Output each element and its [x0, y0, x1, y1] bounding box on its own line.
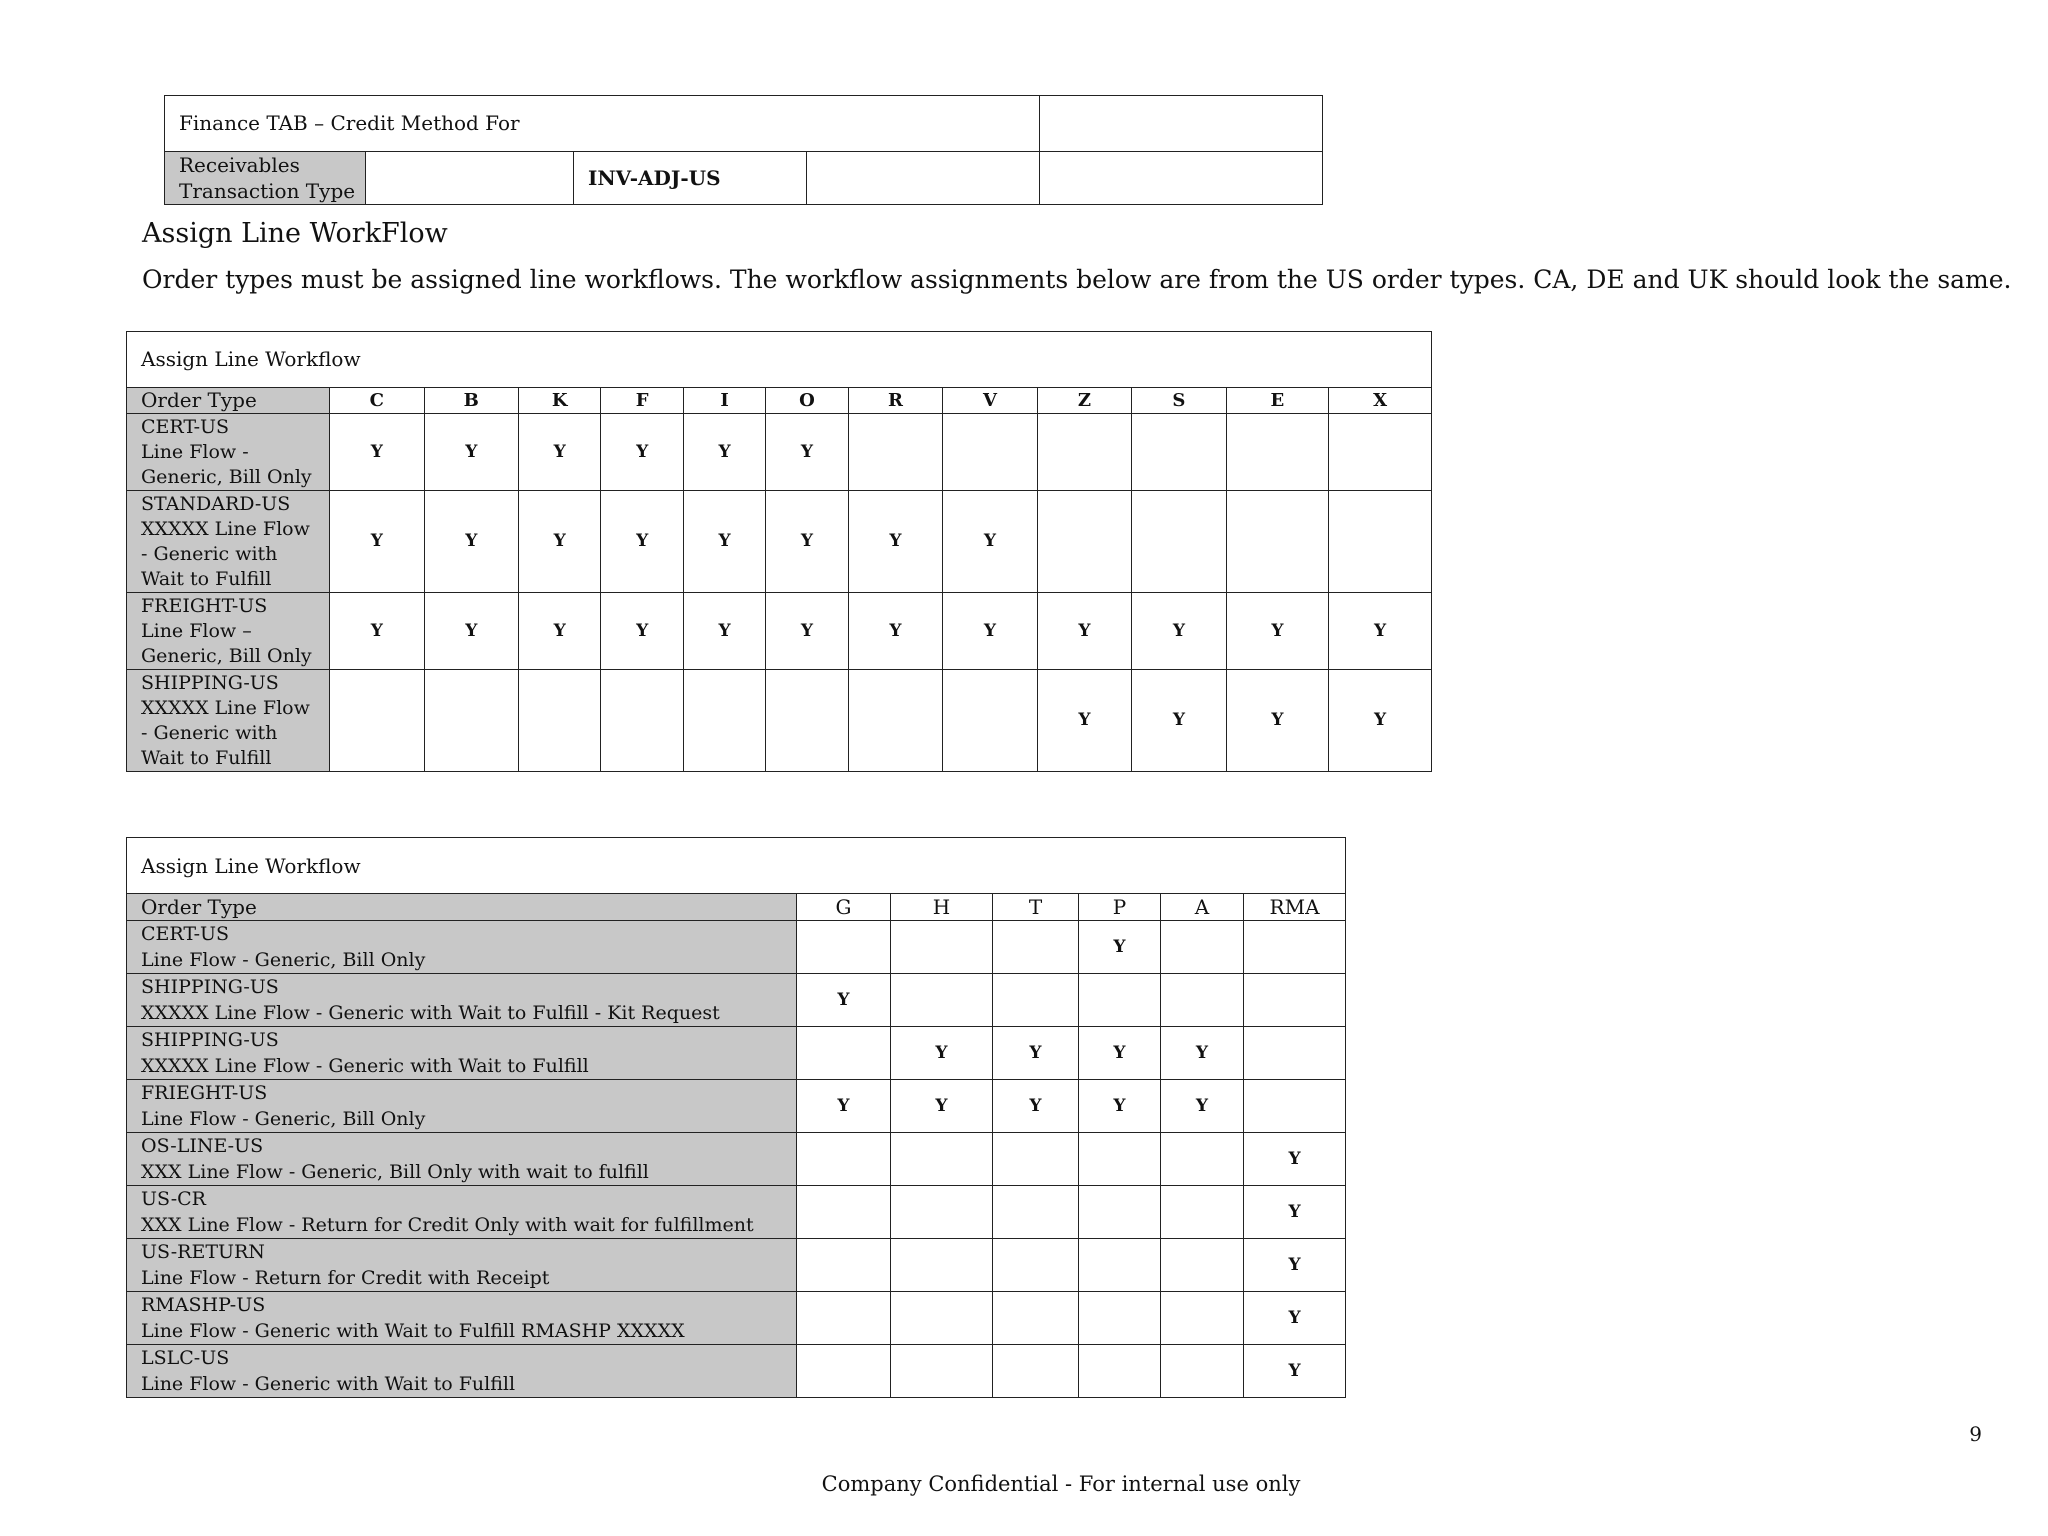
assignment-cell: Y: [1329, 670, 1432, 772]
label-line: XXXXX Line Flow: [141, 517, 310, 540]
order-type-label: [127, 974, 797, 1027]
table-row: [127, 1186, 1346, 1239]
column-header: K: [519, 388, 601, 414]
label-line: Line Flow –: [141, 619, 252, 642]
label-line: Line Flow - Return for Credit with Receipt: [141, 1267, 550, 1289]
finance-table-title: Finance TAB – Credit Method For: [165, 96, 1040, 152]
column-header: RMA: [1244, 894, 1346, 921]
assignment-cell: [766, 670, 848, 772]
assignment-cell: Y: [683, 593, 765, 670]
assignment-cell: Y: [1079, 1080, 1161, 1133]
label-line: XXXXX Line Flow: [141, 696, 310, 719]
assignment-cell: Y: [601, 593, 683, 670]
assignment-cell: [1161, 1239, 1244, 1292]
assignment-cell: [1132, 491, 1226, 593]
assignment-cell: Y: [1244, 1345, 1346, 1398]
assignment-cell: Y: [766, 491, 848, 593]
order-type-label: [127, 1186, 797, 1239]
order-type-label: [127, 1027, 797, 1080]
column-header: Z: [1037, 388, 1131, 414]
assignment-cell: Y: [1132, 593, 1226, 670]
label-line: CERT-US: [141, 923, 230, 945]
assignment-cell: Y: [1161, 1080, 1244, 1133]
assignment-cell: [1161, 921, 1244, 974]
label-line: FRIEGHT-US: [141, 1082, 268, 1104]
assignment-cell: [1244, 921, 1346, 974]
table-row: [127, 1345, 1346, 1398]
column-header: B: [424, 388, 518, 414]
assignment-cell: Y: [330, 491, 424, 593]
table-row: [127, 921, 1346, 974]
column-header: P: [1079, 894, 1161, 921]
assignment-cell: [1161, 974, 1244, 1027]
table-row: [127, 974, 1346, 1027]
order-type-label: [127, 414, 330, 491]
assignment-cell: [1329, 414, 1432, 491]
assignment-cell: Y: [993, 1027, 1079, 1080]
assignment-cell: [1079, 1345, 1161, 1398]
column-header: S: [1132, 388, 1226, 414]
assignment-cell: [993, 921, 1079, 974]
page-number: 9: [1969, 1422, 1982, 1446]
assignment-cell: Y: [1244, 1186, 1346, 1239]
label-line: - Generic with: [141, 542, 278, 565]
label-line: Generic, Bill Only: [141, 465, 312, 488]
label-line: Wait to Fulfill: [141, 746, 272, 769]
assignment-cell: Y: [601, 414, 683, 491]
finance-table-empty-cell: [1040, 96, 1323, 152]
assignment-cell: [797, 1186, 891, 1239]
assignment-cell: [1079, 1186, 1161, 1239]
table-title: Assign Line Workflow: [127, 332, 1432, 388]
order-type-header: Order Type: [127, 894, 797, 921]
assignment-cell: Y: [848, 491, 942, 593]
assignment-cell: [601, 670, 683, 772]
assignment-cell: [891, 1239, 993, 1292]
assignment-cell: [1132, 414, 1226, 491]
column-header: V: [943, 388, 1037, 414]
label-line: XXXXX Line Flow - Generic with Wait to Fulfill - Kit Request: [141, 1002, 720, 1024]
label-line: STANDARD-US: [141, 492, 291, 515]
assignment-cell: [848, 414, 942, 491]
table-row: [127, 491, 1432, 593]
label-line: SHIPPING-US: [141, 671, 279, 694]
assignment-cell: [1244, 1080, 1346, 1133]
assignment-cell: [797, 1345, 891, 1398]
order-type-label: [127, 491, 330, 593]
column-header: T: [993, 894, 1079, 921]
receivables-transaction-type-label: [165, 152, 366, 205]
assignment-cell: [1244, 974, 1346, 1027]
assignment-cell: [1079, 1133, 1161, 1186]
assignment-cell: [797, 1027, 891, 1080]
assignment-cell: [891, 1292, 993, 1345]
label-line: US-RETURN: [141, 1241, 265, 1263]
table-row: [127, 414, 1432, 491]
order-type-header: Order Type: [127, 388, 330, 414]
table-row: [127, 1080, 1346, 1133]
assignment-cell: Y: [519, 491, 601, 593]
table-row: [127, 1239, 1346, 1292]
label-line: FREIGHT-US: [141, 594, 268, 617]
assignment-cell: Y: [766, 593, 848, 670]
assignment-cell: [1161, 1133, 1244, 1186]
label-line: Line Flow -: [141, 440, 249, 463]
assignment-cell: Y: [891, 1080, 993, 1133]
assignment-cell: [1037, 491, 1131, 593]
column-header: A: [1161, 894, 1244, 921]
assignment-cell: [1226, 414, 1329, 491]
assignment-cell: [797, 1239, 891, 1292]
assignment-cell: Y: [1037, 670, 1131, 772]
assignment-cell: Y: [848, 593, 942, 670]
assignment-cell: [683, 670, 765, 772]
finance-table-empty-cell: [1040, 152, 1323, 205]
label-line: Line Flow - Generic, Bill Only: [141, 949, 426, 971]
assignment-cell: [797, 1133, 891, 1186]
label-line: SHIPPING-US: [141, 976, 279, 998]
assignment-cell: Y: [330, 414, 424, 491]
assignment-cell: [993, 974, 1079, 1027]
assignment-cell: Y: [1244, 1239, 1346, 1292]
section-heading: Assign Line WorkFlow: [142, 218, 448, 249]
assignment-cell: [1079, 1292, 1161, 1345]
assignment-cell: [797, 1292, 891, 1345]
assignment-cell: Y: [943, 491, 1037, 593]
assignment-cell: Y: [1226, 593, 1329, 670]
label-line: RMASHP-US: [141, 1294, 266, 1316]
table-row: [127, 593, 1432, 670]
assign-line-workflow-table-1: [126, 331, 1432, 772]
column-header: R: [848, 388, 942, 414]
column-header: E: [1226, 388, 1329, 414]
assignment-cell: [943, 670, 1037, 772]
label-line: Wait to Fulfill: [141, 567, 272, 590]
assignment-cell: [993, 1133, 1079, 1186]
assignment-cell: [1161, 1292, 1244, 1345]
label-line: Generic, Bill Only: [141, 644, 312, 667]
assignment-cell: [1161, 1186, 1244, 1239]
assignment-cell: [891, 1133, 993, 1186]
assignment-cell: Y: [1079, 1027, 1161, 1080]
assignment-cell: [891, 974, 993, 1027]
assignment-cell: Y: [683, 491, 765, 593]
assignment-cell: [1226, 491, 1329, 593]
assignment-cell: [891, 921, 993, 974]
label-line: XXX Line Flow - Generic, Bill Only with wait to fulfill: [141, 1161, 649, 1183]
assignment-cell: Y: [1244, 1292, 1346, 1345]
assignment-cell: Y: [891, 1027, 993, 1080]
order-type-label: [127, 1133, 797, 1186]
label-line: XXX Line Flow - Return for Credit Only with wait for fulfillment: [141, 1214, 754, 1236]
assignment-cell: [1037, 414, 1131, 491]
label-line: XXXXX Line Flow - Generic with Wait to Fulfill: [141, 1055, 589, 1077]
finance-table-empty-cell: [807, 152, 1040, 205]
assignment-cell: Y: [1329, 593, 1432, 670]
column-header: G: [797, 894, 891, 921]
assignment-cell: Y: [330, 593, 424, 670]
assignment-cell: Y: [766, 414, 848, 491]
assignment-cell: [1079, 974, 1161, 1027]
table-row: [127, 670, 1432, 772]
assignment-cell: Y: [519, 414, 601, 491]
assignment-cell: [1244, 1027, 1346, 1080]
column-header: O: [766, 388, 848, 414]
label-line: LSLC-US: [141, 1347, 230, 1369]
order-type-label: [127, 593, 330, 670]
label-line: Line Flow - Generic with Wait to Fulfill: [141, 1373, 516, 1395]
table-title: Assign Line Workflow: [127, 838, 1346, 894]
assignment-cell: [993, 1292, 1079, 1345]
order-type-label: [127, 921, 797, 974]
table-row: [127, 1027, 1346, 1080]
label-line: US-CR: [141, 1188, 206, 1210]
assign-line-workflow-table-2: [126, 837, 1346, 1398]
label-line: CERT-US: [141, 415, 230, 438]
assignment-cell: [797, 921, 891, 974]
column-header: F: [601, 388, 683, 414]
assignment-cell: [1079, 1239, 1161, 1292]
assignment-cell: Y: [424, 491, 518, 593]
assignment-cell: Y: [424, 414, 518, 491]
assignment-cell: [891, 1186, 993, 1239]
assignment-cell: Y: [1079, 921, 1161, 974]
order-type-label: [127, 1239, 797, 1292]
label-line: Receivables: [179, 153, 300, 177]
assignment-cell: [993, 1239, 1079, 1292]
assignment-cell: Y: [797, 974, 891, 1027]
assignment-cell: Y: [1226, 670, 1329, 772]
assignment-cell: Y: [943, 593, 1037, 670]
label-line: SHIPPING-US: [141, 1029, 279, 1051]
assignment-cell: [848, 670, 942, 772]
assignment-cell: [993, 1345, 1079, 1398]
column-header: I: [683, 388, 765, 414]
assignment-cell: [993, 1186, 1079, 1239]
assignment-cell: Y: [1132, 670, 1226, 772]
assignment-cell: [891, 1345, 993, 1398]
label-line: - Generic with: [141, 721, 278, 744]
assignment-cell: [1329, 491, 1432, 593]
assignment-cell: [943, 414, 1037, 491]
assignment-cell: Y: [993, 1080, 1079, 1133]
table-row: [127, 1292, 1346, 1345]
assignment-cell: Y: [1244, 1133, 1346, 1186]
assignment-cell: Y: [1037, 593, 1131, 670]
finance-credit-method-table: [164, 95, 1323, 205]
order-type-label: [127, 670, 330, 772]
assignment-cell: [330, 670, 424, 772]
assignment-cell: Y: [683, 414, 765, 491]
column-header: X: [1329, 388, 1432, 414]
transaction-type-value: INV-ADJ-US: [574, 152, 807, 205]
order-type-label: [127, 1080, 797, 1133]
label-line: Transaction Type: [179, 179, 356, 203]
order-type-label: [127, 1292, 797, 1345]
assignment-cell: Y: [424, 593, 518, 670]
column-header: C: [330, 388, 424, 414]
assignment-cell: Y: [797, 1080, 891, 1133]
table-row: [127, 1133, 1346, 1186]
footer-text: Company Confidential - For internal use only: [821, 1472, 1301, 1496]
assignment-cell: [1161, 1345, 1244, 1398]
finance-table-empty-cell: [366, 152, 574, 205]
label-line: OS-LINE-US: [141, 1135, 264, 1157]
assignment-cell: [519, 670, 601, 772]
column-header: H: [891, 894, 993, 921]
label-line: Line Flow - Generic, Bill Only: [141, 1108, 426, 1130]
assignment-cell: Y: [601, 491, 683, 593]
assignment-cell: [424, 670, 518, 772]
assignment-cell: Y: [1161, 1027, 1244, 1080]
label-line: Line Flow - Generic with Wait to Fulfill RMASHP XXXXX: [141, 1320, 685, 1342]
intro-paragraph: Order types must be assigned line workflows. The workflow assignments below are from the US order types. CA, DE and UK should look the same.: [142, 265, 2012, 294]
order-type-label: [127, 1345, 797, 1398]
assignment-cell: Y: [519, 593, 601, 670]
